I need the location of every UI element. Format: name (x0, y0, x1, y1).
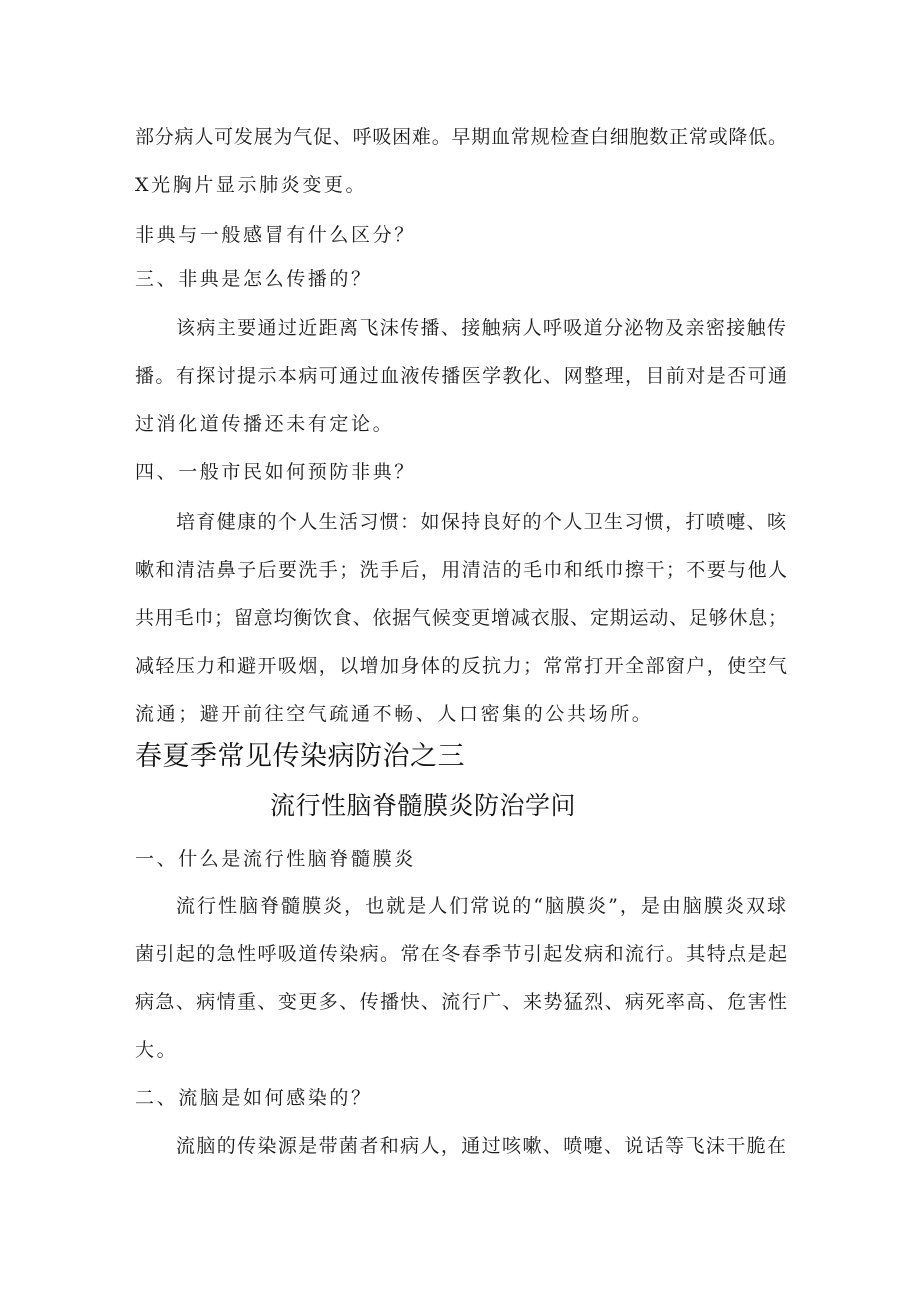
paragraph-line: 过消化道传播还未有定论。 (135, 413, 395, 435)
paragraph-line: 流脑的传染源是带菌者和病人，通过咳嗽、喷嚏、说话等飞沫干脆在 (176, 1135, 786, 1157)
section-subtitle: 流行性脑脊髓膜炎防治学问 (270, 791, 577, 820)
section-heading: 三、非典是怎么传播的？ (135, 268, 373, 290)
paragraph-line: 部分病人可发展为气促、呼吸困难。早期血常规检查白细胞数正常或降低。 (135, 126, 787, 148)
section-heading: 二、流脑是如何感染的？ (135, 1087, 373, 1109)
paragraph-line: 播。有探讨提示本病可通过血液传播医学教化、网整理，目前对是否可通 (135, 365, 787, 387)
paragraph-line: 该病主要通过近距离飞沫传播、接触病人呼吸道分泌物及亲密接触传 (176, 317, 786, 339)
section-heading: 四、一般市民如何预防非典？ (135, 461, 416, 483)
paragraph-line: 减轻压力和避开吸烟，以增加身体的反抗力；常常打开全部窗户，使空气 (135, 655, 787, 677)
section-heading: 一、什么是流行性脑脊髓膜炎 (135, 848, 416, 870)
question-line: 非典与一般感冒有什么区分？ (135, 224, 416, 246)
paragraph-line: 病急、病情重、变更多、传播快、流行广、来势猛烈、病死率高、危害性 (135, 991, 787, 1013)
paragraph-line: 培育健康的个人生活习惯：如保持良好的个人卫生习惯，打喷嚏、咳 (176, 511, 786, 533)
paragraph-line: 共用毛巾；留意均衡饮食、依据气候变更增减衣服、定期运动、足够休息； (135, 607, 787, 629)
paragraph-line: 嗽和清洁鼻子后要洗手；洗手后，用清洁的毛巾和纸巾擦干；不要与他人 (135, 559, 787, 581)
paragraph-line: 菌引起的急性呼吸道传染病。常在冬春季节引起发病和流行。其特点是起 (135, 943, 787, 965)
section-title: 春夏季常见传染病防治之三 (135, 741, 465, 772)
paragraph-line: 流通；避开前往空气疏通不畅、人口密集的公共场所。 (135, 703, 654, 725)
paragraph-line: 大。 (135, 1039, 179, 1061)
paragraph-line: X光胸片显示肺炎变更。 (135, 174, 368, 196)
paragraph-line: 流行性脑脊髓膜炎，也就是人们常说的“脑膜炎”，是由脑膜炎双球 (176, 895, 786, 917)
